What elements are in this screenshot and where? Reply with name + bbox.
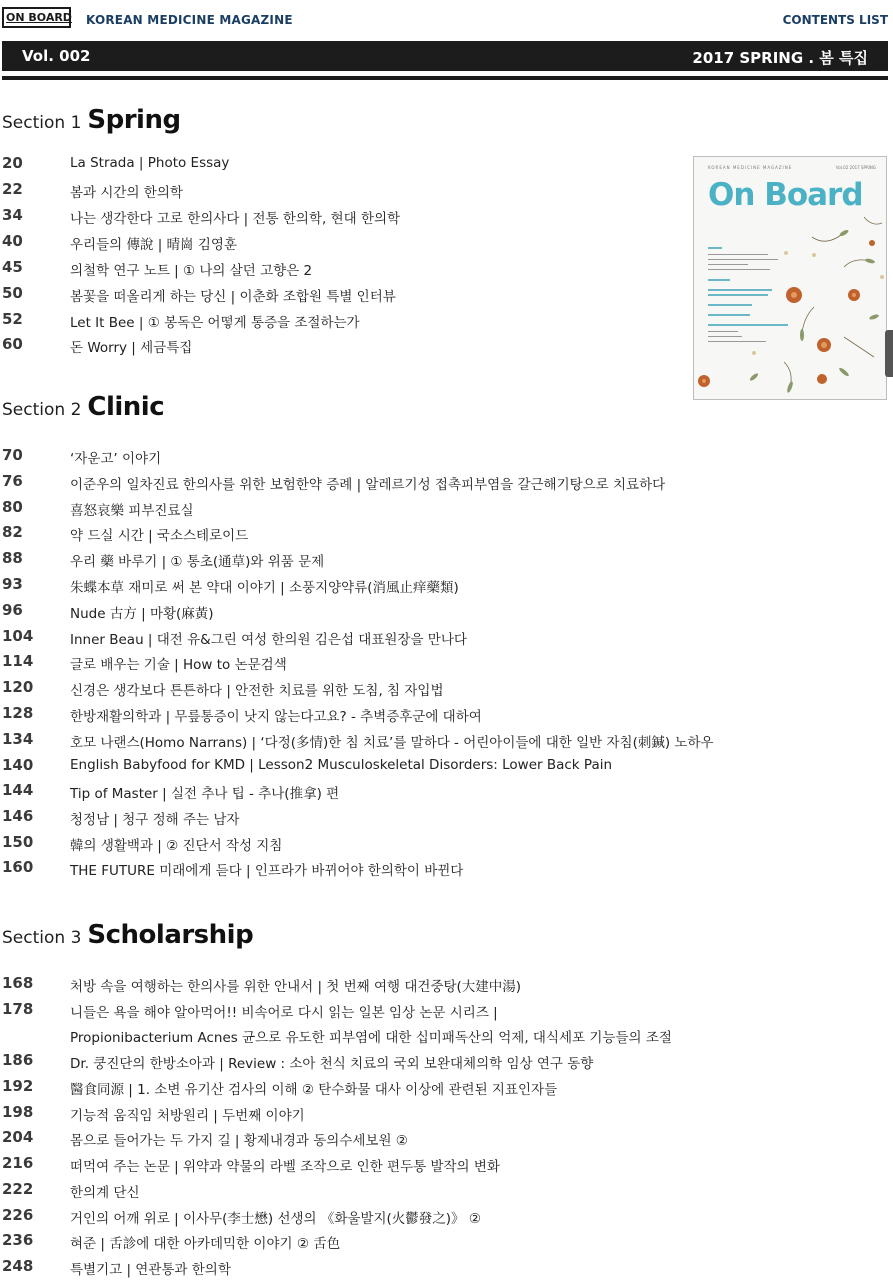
page-number: 22 [2,180,23,198]
article-title: 朱蝶本草 재미로 써 본 약대 이야기 | 소풍지양약류(消風止痒藥類) [70,580,459,596]
article-title: 우리들의 傳說 | 晴崗 김영훈 [70,237,238,253]
page-number: 114 [2,652,34,670]
dried-flowers-illustration [694,157,887,400]
article-title: La Strada | Photo Essay [70,155,230,171]
article-title: 니들은 욕을 해야 알아먹어!! 비속어로 다시 읽는 일본 임상 논문 시리즈 | [70,1005,498,1021]
page-number: 60 [2,335,23,353]
article-title: Inner Beau | 대전 유&그린 여성 한의원 김은섭 대표원장을 만나다 [70,632,467,648]
article-title: 혀준 | 舌診에 대한 아카데믹한 이야기 ② 舌色 [70,1236,341,1252]
cover-small-text: KOREAN MEDICINE MAGAZINE [708,165,793,170]
section-name: Clinic [87,392,165,422]
article-title: 기능적 움직임 처방원리 | 두번째 이야기 [70,1108,305,1124]
article-title: 거인의 어깨 위로 | 이사무(李士懋) 선생의 《화울발지(火鬱發之)》 ② [70,1211,481,1227]
article-title: 喜怒哀樂 피부진료실 [70,503,194,519]
page-number: 192 [2,1077,34,1095]
cover-title: On Board [708,177,863,213]
page-number: 198 [2,1103,34,1121]
header-rule [2,76,888,80]
page-number: 20 [2,154,23,172]
article-title: 약 드실 시간 | 국소스테로이드 [70,528,249,544]
article-title: 봄과 시간의 한의학 [70,185,183,201]
section-label: Section 3 [2,928,82,948]
article-title: 한의계 단신 [70,1185,140,1201]
article-title: 醫食同源 | 1. 소변 유기산 검사의 이해 ② 탄수화물 대사 이상에 관련된 지표인자들 [70,1082,558,1098]
article-title: 나는 생각한다 고로 한의사다 | 전통 한의학, 현대 한의학 [70,211,401,227]
page-number: 144 [2,781,34,799]
article-title: 특별기고 | 연관통과 한의학 [70,1262,231,1278]
article-title: Nude 古方 | 마황(麻黃) [70,606,214,622]
page-number: 134 [2,730,34,748]
page-number: 128 [2,704,34,722]
page-number: 236 [2,1231,34,1249]
section-name: Spring [87,105,181,135]
page-number: 93 [2,575,23,593]
on-board-logo [2,7,71,28]
article-title: 청정남 | 청구 정해 주는 남자 [70,812,240,828]
article-title: 글로 배우는 기술 | How to 논문검색 [70,657,287,673]
article-title: 봄꽃을 떠올리게 하는 당신 | 이춘화 조합원 특별 인터뷰 [70,289,396,305]
article-title: 신경은 생각보다 튼튼하다 | 안전한 치료를 위한 도침, 침 자입법 [70,683,444,699]
logo-text: ON BOARD [6,11,72,24]
page-number: 104 [2,627,34,645]
page-number: 45 [2,258,23,276]
page-number: 216 [2,1154,34,1172]
article-title: Tip of Master | 실전 추나 팁 - 추나(推拿) 편 [70,786,340,802]
article-title: Let It Bee | ① 봉독은 어떻게 통증을 조절하는가 [70,315,360,331]
page-number: 34 [2,206,23,224]
page-number: 82 [2,523,23,541]
page-number: 70 [2,446,23,464]
section-name: Scholarship [87,920,254,950]
article-title: 의철학 연구 노트 | ① 나의 살던 고향은 2 [70,263,313,279]
article-title: Propionibacterium Acnes 균으로 유도한 피부염에 대한 십미패독산의 억제, 대식세포 기능들의 조절 [70,1030,672,1046]
page-number: 140 [2,756,34,774]
magazine-name: KOREAN MEDICINE MAGAZINE [86,13,293,27]
section-label: Section 2 [2,400,82,420]
section-heading-spring [2,105,181,135]
section-heading-scholarship [2,920,253,950]
issue-label: 2017 SPRING . 봄 특집 [692,49,868,67]
article-title: 韓의 생활백과 | ② 진단서 작성 지침 [70,838,283,854]
cover-volume-text: Vol.02 2017 SPRING [835,165,876,170]
article-title: Dr. 쿵진단의 한방소아과 | Review : 소아 천식 치료의 국외 보완대체의학 임상 연구 동향 [70,1056,594,1072]
section-heading-clinic [2,392,164,422]
page-number: 204 [2,1128,34,1146]
page-number: 186 [2,1051,34,1069]
volume-label: Vol. 002 [22,47,91,65]
article-title: ‘자운고’ 이야기 [70,451,162,467]
article-title: 돈 Worry | 세금특집 [70,340,193,356]
section-label: Section 1 [2,113,82,133]
article-title: 이준우의 일차진료 한의사를 위한 보험한약 증례 | 알레르기성 접촉피부염을 갈근해기탕으로 치료하다 [70,477,666,493]
page-number: 226 [2,1206,34,1224]
page-number: 248 [2,1257,34,1275]
page-number: 222 [2,1180,34,1198]
scrollbar-thumb[interactable] [885,330,893,377]
contents-list-link[interactable]: CONTENTS LIST [782,13,888,27]
article-title: 한방재활의학과 | 무릎통증이 낫지 않는다고요? - 추벽증후군에 대하여 [70,709,482,725]
page-number: 160 [2,858,34,876]
page-number: 76 [2,472,23,490]
article-title: 우리 藥 바루기 | ① 통초(通草)와 위품 문제 [70,554,325,570]
article-title: 몸으로 들어가는 두 가지 길 | 황제내경과 동의수세보원 ② [70,1133,408,1149]
article-title: 처방 속을 여행하는 한의사를 위한 안내서 | 첫 번째 여행 대건중탕(大建中湯) [70,979,522,995]
page-number: 88 [2,549,23,567]
article-title: 떠먹여 주는 논문 | 위약과 약물의 라벨 조작으로 인한 편두통 발작의 변화 [70,1159,500,1175]
page-number: 168 [2,974,34,992]
page-number: 178 [2,1000,34,1018]
article-title: English Babyfood for KMD | Lesson2 Musculoskeletal Disorders: Lower Back Pain [70,757,613,773]
article-title: THE FUTURE 미래에게 듣다 | 인프라가 바뀌어야 한의학이 바뀐다 [70,863,464,879]
page-number: 80 [2,498,23,516]
page-number: 50 [2,284,23,302]
volume-bar [2,41,888,71]
magazine-cover-image [693,156,887,400]
article-title: 호모 나랜스(Homo Narrans) | ‘다정(多情)한 침 치료’를 말하다 - 어린아이들에 대한 일반 자침(刺鍼) 노하우 [70,735,714,751]
page-number: 146 [2,807,34,825]
page-number: 52 [2,310,23,328]
page-number: 150 [2,833,34,851]
page-number: 120 [2,678,34,696]
page-number: 40 [2,232,23,250]
page-number: 96 [2,601,23,619]
